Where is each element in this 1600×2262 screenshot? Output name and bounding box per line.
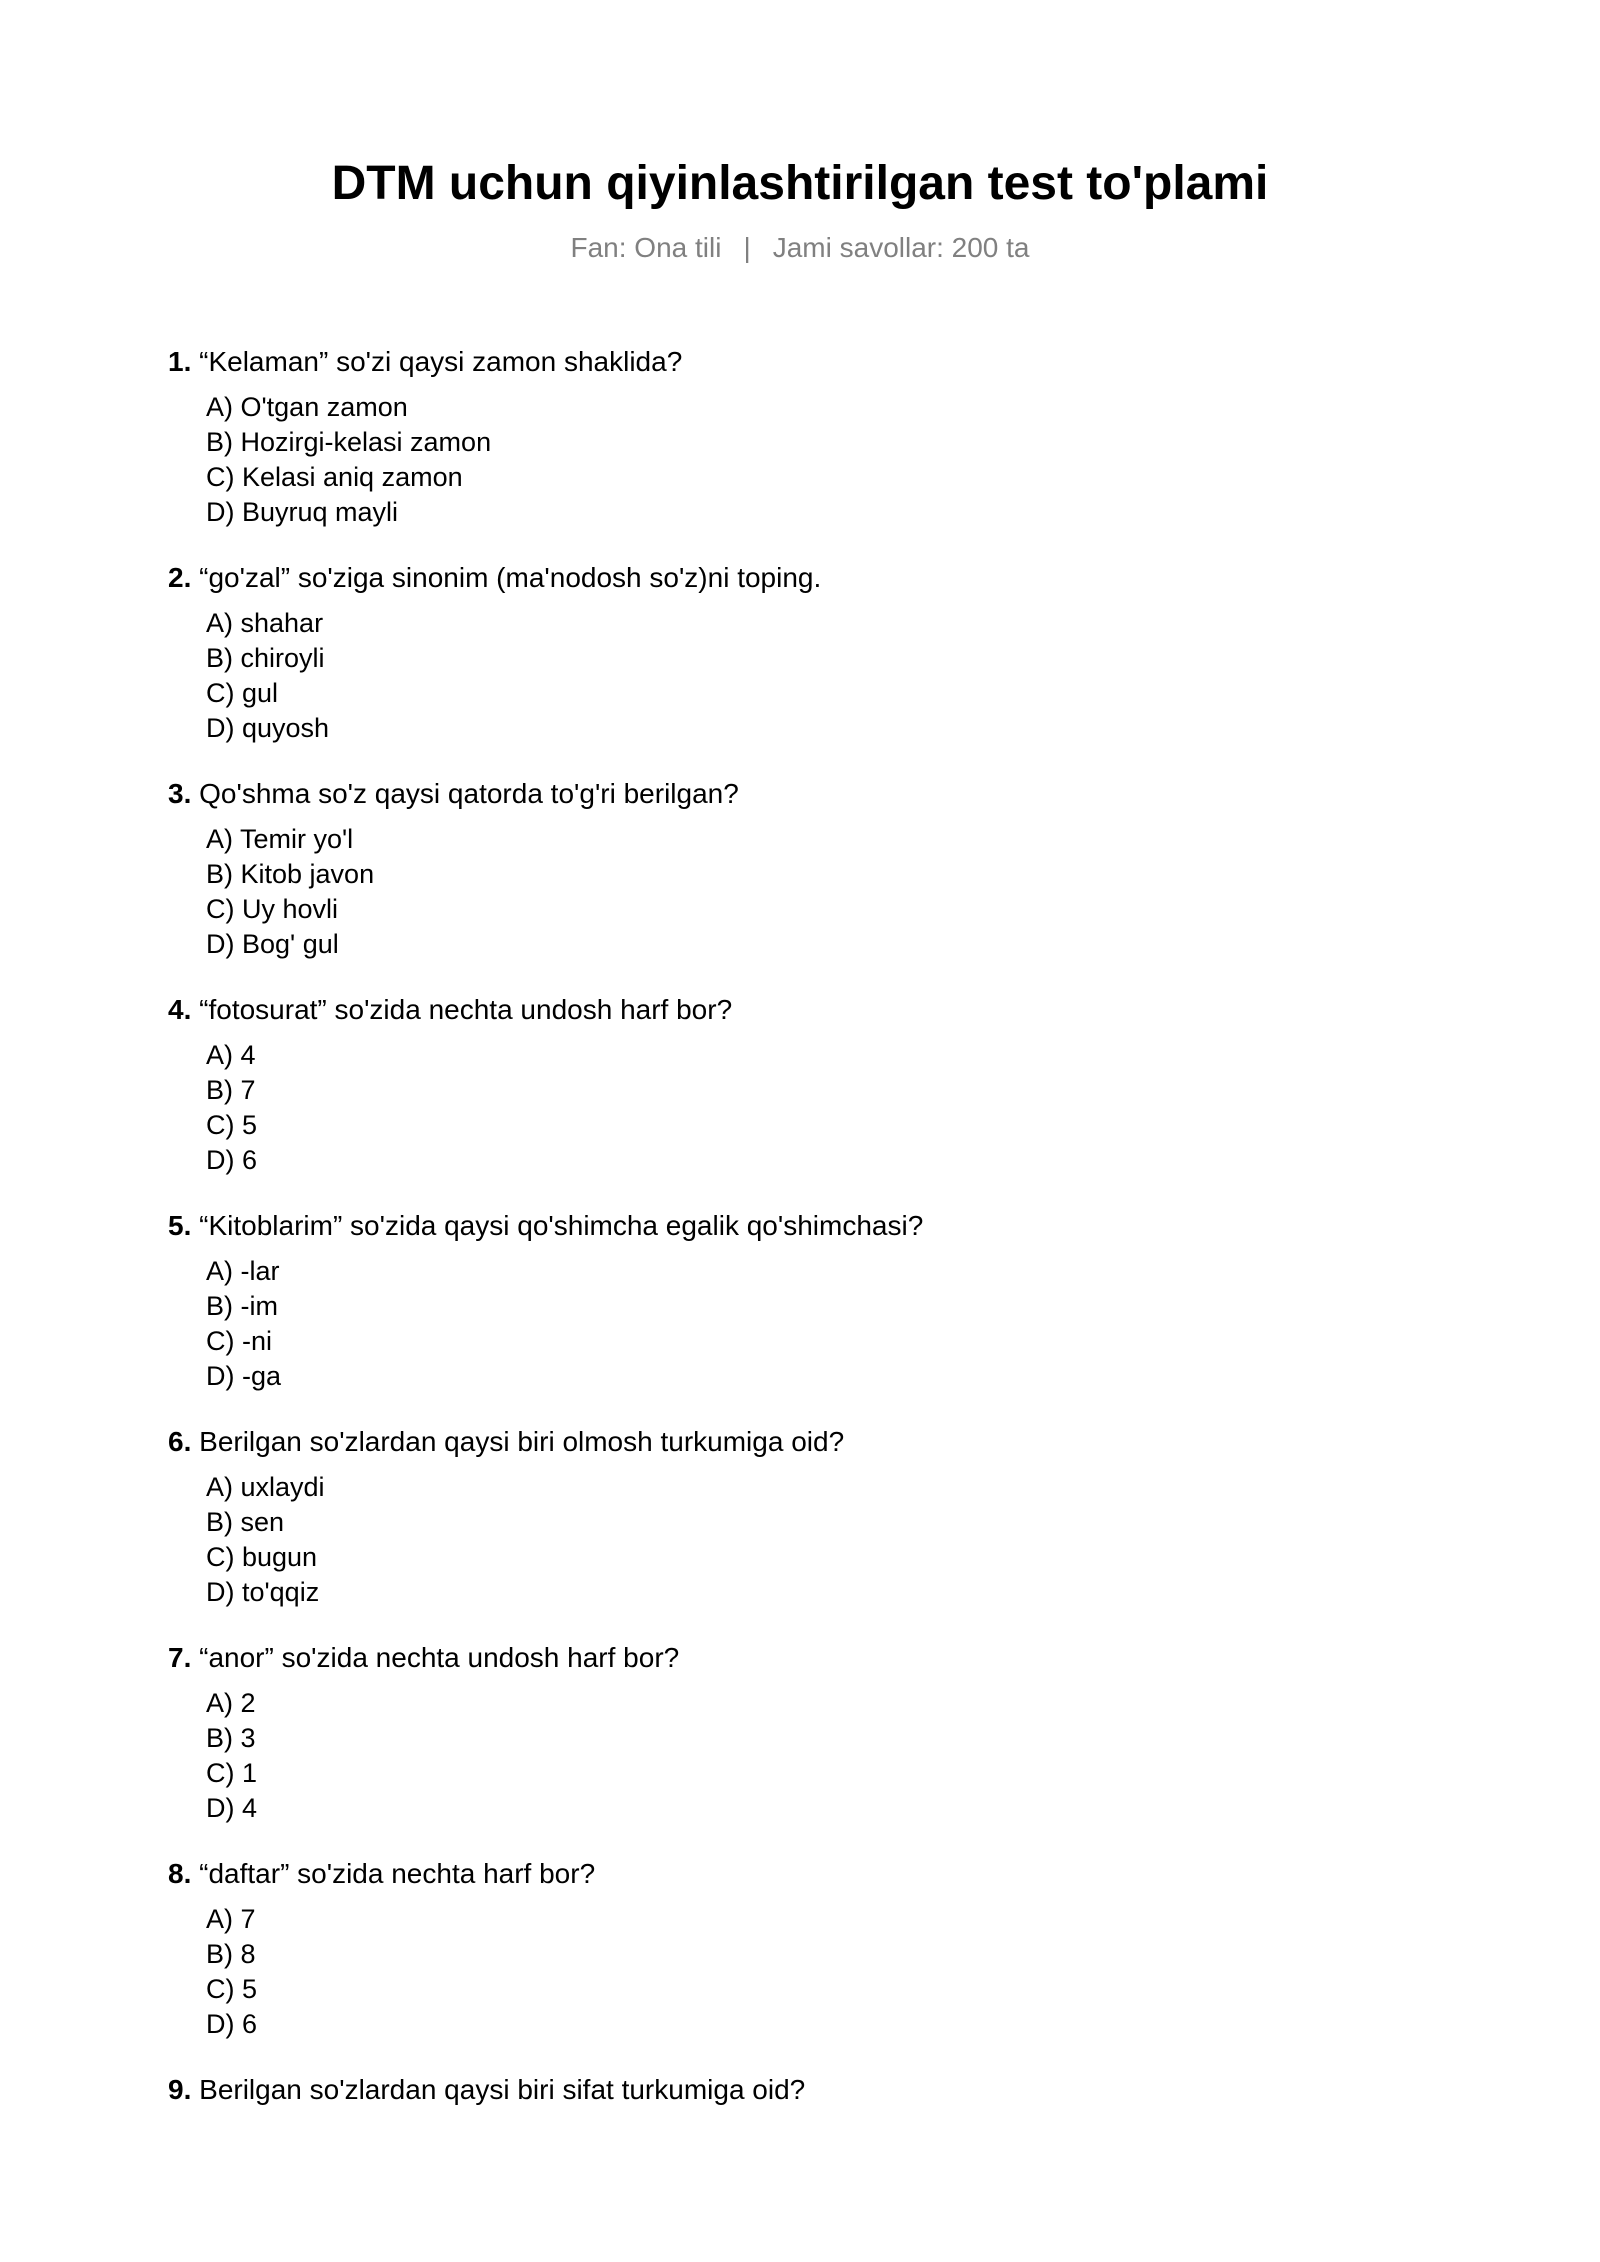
question-6 [168, 1422, 1468, 1610]
page-subtitle [0, 228, 1600, 268]
option-b: B) 8 [206, 1939, 256, 1969]
question-number: 6. [168, 1426, 192, 1457]
option-b: B) chiroyli [206, 643, 325, 673]
option-list [168, 1470, 1468, 1610]
option-a: A) -lar [206, 1256, 280, 1286]
question-number: 4. [168, 994, 192, 1025]
question-text [168, 558, 1468, 598]
option-b: B) Kitob javon [206, 859, 375, 889]
question-3 [168, 774, 1468, 962]
option-list [168, 606, 1468, 746]
question-body: “anor” so'zida nechta undosh harf bor? [191, 1642, 680, 1673]
option-c: C) 1 [206, 1758, 258, 1788]
question-body: “Kelaman” so'zi qaysi zamon shaklida? [191, 346, 683, 377]
question-text [168, 990, 1468, 1030]
question-body: Berilgan so'zlardan qaysi biri olmosh turkumiga oid? [191, 1426, 845, 1457]
option-a: A) Temir yo'l [206, 824, 354, 854]
option-d: D) -ga [206, 1361, 282, 1391]
option-list [168, 1686, 1468, 1826]
option-list [168, 390, 1468, 530]
option-d: D) quyosh [206, 713, 330, 743]
option-c: C) Uy hovli [206, 894, 339, 924]
option-d: D) to'qqiz [206, 1577, 320, 1607]
question-number: 3. [168, 778, 192, 809]
question-9 [168, 2070, 1468, 2110]
option-c: C) Kelasi aniq zamon [206, 462, 463, 492]
option-b: B) -im [206, 1291, 278, 1321]
question-number: 5. [168, 1210, 192, 1241]
question-5 [168, 1206, 1468, 1394]
option-d: D) 6 [206, 2009, 258, 2039]
question-2 [168, 558, 1468, 746]
option-a: A) 2 [206, 1688, 256, 1718]
option-list [168, 1902, 1468, 2042]
question-list [168, 342, 1468, 2138]
question-number: 1. [168, 346, 192, 377]
question-text [168, 774, 1468, 814]
question-number: 9. [168, 2074, 192, 2105]
question-body: Berilgan so'zlardan qaysi biri sifat turkumiga oid? [191, 2074, 806, 2105]
question-number: 7. [168, 1642, 192, 1673]
question-body: “go'zal” so'ziga sinonim (ma'nodosh so'z)ni toping. [191, 562, 822, 593]
question-7 [168, 1638, 1468, 1826]
option-b: B) 3 [206, 1723, 256, 1753]
question-body: “daftar” so'zida nechta harf bor? [191, 1858, 596, 1889]
question-body: “fotosurat” so'zida nechta undosh harf bor? [191, 994, 733, 1025]
option-d: D) 4 [206, 1793, 258, 1823]
option-d: D) Bog' gul [206, 929, 339, 959]
question-4 [168, 990, 1468, 1178]
option-b: B) 7 [206, 1075, 256, 1105]
question-text [168, 342, 1468, 382]
option-list [168, 1254, 1468, 1394]
option-a: A) shahar [206, 608, 324, 638]
subject-label: Fan: Ona tili [570, 232, 722, 263]
option-b: B) Hozirgi-kelasi zamon [206, 427, 492, 457]
option-a: A) O'tgan zamon [206, 392, 408, 422]
page-title: DTM uchun qiyinlashtirilgan test to'plami [331, 157, 1269, 210]
option-list [168, 1038, 1468, 1178]
option-b: B) sen [206, 1507, 285, 1537]
question-8 [168, 1854, 1468, 2042]
question-text [168, 1638, 1468, 1678]
option-d: D) Buyruq mayli [206, 497, 399, 527]
option-c: C) 5 [206, 1974, 258, 2004]
option-a: A) 7 [206, 1904, 256, 1934]
question-text [168, 1422, 1468, 1462]
question-number: 2. [168, 562, 192, 593]
option-a: A) 4 [206, 1040, 256, 1070]
question-body: Qo'shma so'z qaysi qatorda to'g'ri berilgan? [191, 778, 739, 809]
question-1 [168, 342, 1468, 530]
option-d: D) 6 [206, 1145, 258, 1175]
option-c: C) -ni [206, 1326, 272, 1356]
option-c: C) gul [206, 678, 279, 708]
option-list [168, 822, 1468, 962]
question-text [168, 1854, 1468, 1894]
option-a: A) uxlaydi [206, 1472, 325, 1502]
question-text [168, 1206, 1468, 1246]
question-text [168, 2070, 1468, 2110]
total-questions-label: Jami savollar: 200 ta [772, 232, 1030, 263]
subtitle-separator: | [743, 232, 751, 263]
option-c: C) 5 [206, 1110, 258, 1140]
option-c: C) bugun [206, 1542, 318, 1572]
question-number: 8. [168, 1858, 192, 1889]
question-body: “Kitoblarim” so'zida qaysi qo'shimcha egalik qo'shimchasi? [191, 1210, 924, 1241]
